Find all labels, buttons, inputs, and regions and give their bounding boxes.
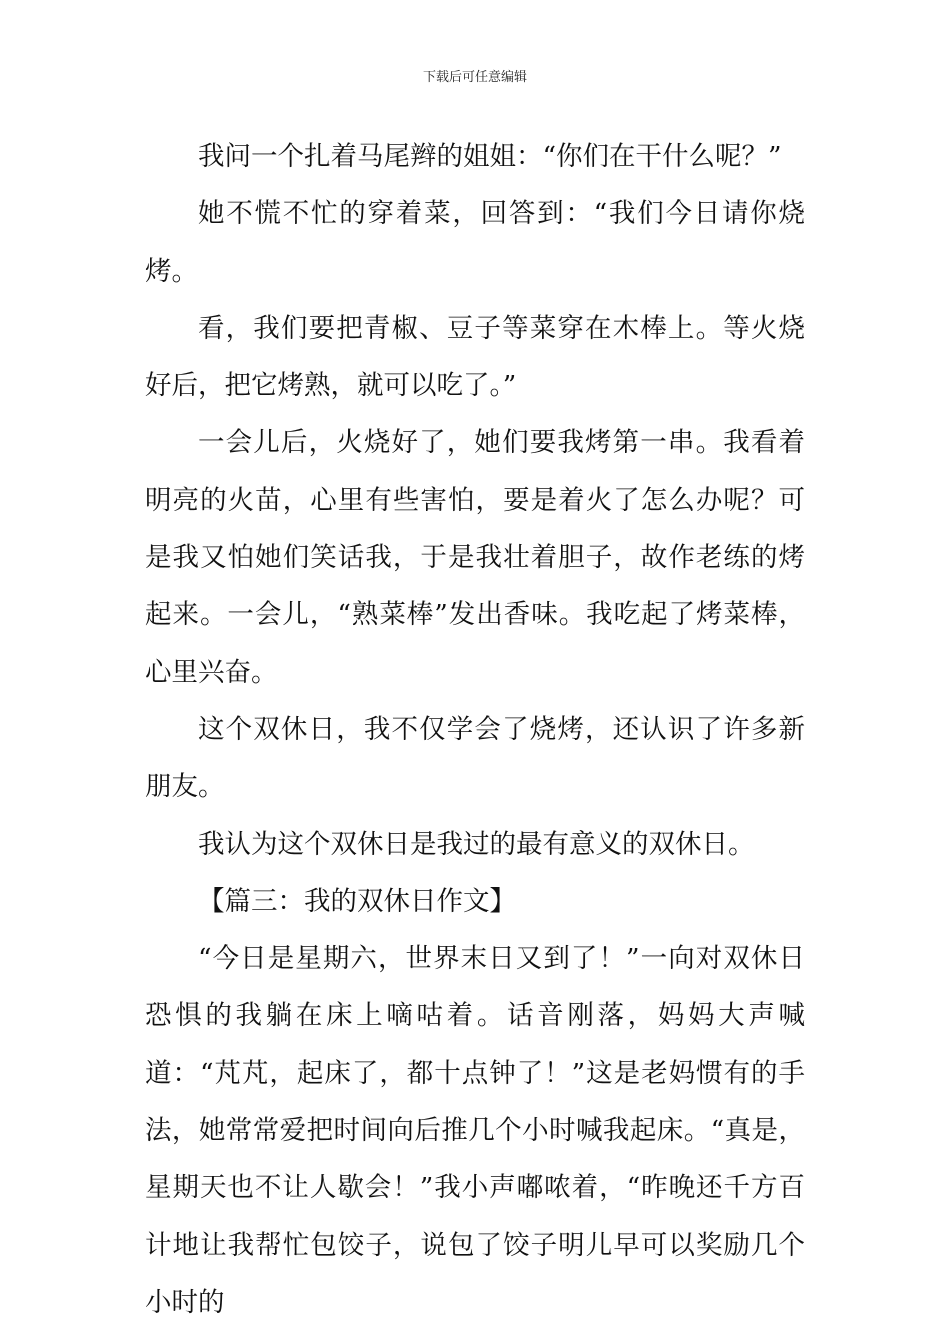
paragraph: 看，我们要把青椒、豆子等菜穿在木棒上。等火烧好后，把它烤熟，就可以吃了。” [145, 312, 805, 402]
paragraph: “今日是星期六，世界末日又到了！”一向对双休日恐惧的我躺在床上嘀咕着。话音刚落，妈妈大声喊道：“芃芃，起床了，都十点钟了！”这是老妈惯有的手法，她常常爱把时间向后推几个小时喊我起床。“真是，星期天也不让人歇会！”我小声嘟哝着，“昨晚还千方百计地让我帮忙包饺子，说包了饺子明儿早可以奖励几个小时的 [145, 943, 805, 1318]
paragraph: 这个双休日，我不仅学会了烧烤，还认识了许多新朋友。 [145, 713, 805, 803]
paragraph: 她不慌不忙的穿着菜，回答到：“我们今日请你烧烤。 [145, 198, 805, 287]
paragraph: 我认为这个双休日是我过的最有意义的双休日。 [198, 828, 755, 860]
paragraph: 我问一个扎着马尾辫的姐姐：“你们在干什么呢？” [198, 141, 782, 172]
page-header: 下载后可任意编辑 [422, 70, 527, 85]
paragraph: 一会儿后，火烧好了，她们要我烤第一串。我看着明亮的火苗，心里有些害怕，要是着火了怎么办呢？可是我又怕她们笑话我，于是我壮着胆子，故作老练的烤起来。一会儿，“熟菜棒”发出香味。我吃起了烤菜棒，心里兴奋。 [145, 427, 805, 688]
section-heading: 【篇三：我的双休日作文】 [198, 885, 516, 917]
document-body [145, 128, 805, 1331]
